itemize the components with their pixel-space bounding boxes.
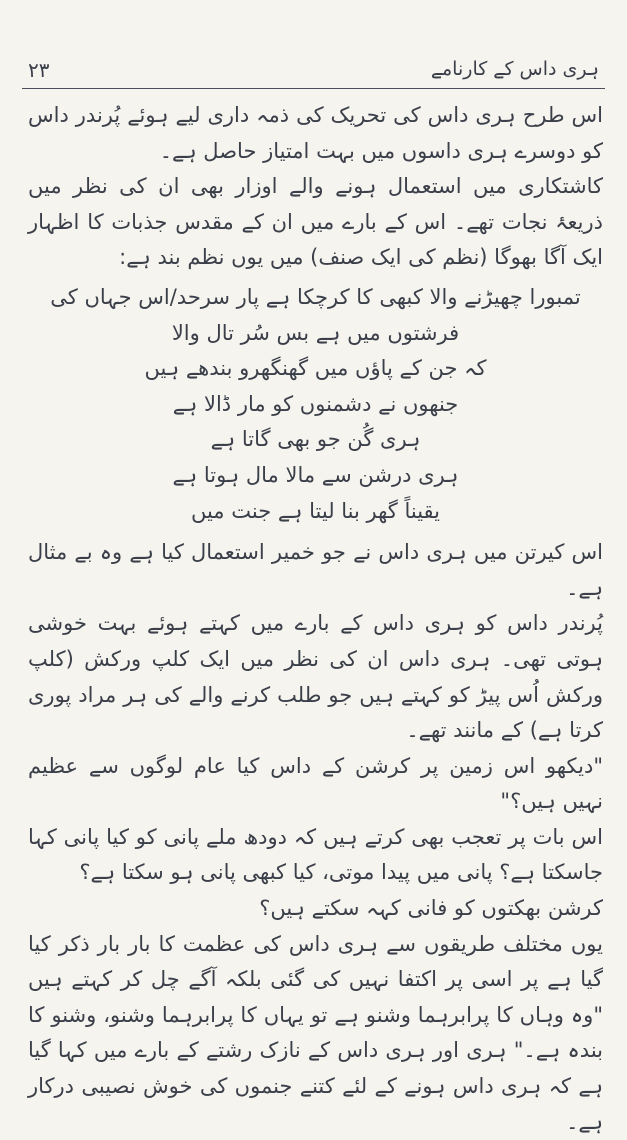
paragraph: کاشتکاری میں استعمال ہونے والے اوزار بھی ان کی نظر میں ذریعۂ نجات تھے۔ اس کے بارے میں ان کے مقدس جذبات کا اظہار ایک آگا بھوگا (نظم کی ایک صنف) میں یوں نظم بند ہے: — [28, 174, 603, 270]
paragraph: اس کیرتن میں ہری داس نے جو خمیر استعمال کیا ہے وہ بے مثال ہے۔ — [28, 540, 603, 600]
verse-line: جنھوں نے دشمنوں کو مار ڈالا ہے — [172, 391, 459, 416]
verse-line: فرشتوں میں ہے بس سُر تال والا — [171, 320, 460, 345]
header-rule — [22, 88, 605, 89]
running-title: ہری داس کے کارنامے — [430, 58, 599, 80]
paragraph: اس بات پر تعجب بھی کرتے ہیں کہ دودھ ملے پانی کو کیا پانی کہا جاسکتا ہے؟ پانی میں پیدا موتی، کیا کبھی پانی ہو سکتا ہے؟ — [28, 824, 603, 885]
page-body — [28, 98, 603, 1140]
verse-line: تمبورا چھیڑنے والا کبھی کا کرچکا ہے پار سرحد/اس جہاں کی — [50, 284, 581, 309]
quote-paragraph: "دیکھو اس زمین پر کرشن کے داس کیا عام لوگوں سے عظیم نہیں ہیں؟" — [28, 753, 603, 814]
verse-line: یقیناً گھر بنا لیتا ہے جنت میں — [190, 498, 441, 523]
verse-line: کہ جن کے پاؤں میں گھنگھرو بندھے ہیں — [144, 356, 487, 381]
paragraph: پُرندر داس کو ہری داس کے بارے میں کہتے ہوئے بہت خوشی ہوتی تھی۔ ہری داس ان کی نظر میں ایک کلپ ورکش (کلپ ورکش اُس پیڑ کو کہتے ہیں جو طلب کرنے والے کی ہر مراد پوری کرتا ہے) کے مانند تھے۔ — [28, 611, 603, 743]
verse-block — [28, 280, 603, 529]
paragraph: کرشن بھکتوں کو فانی کہہ سکتے ہیں؟ — [259, 896, 603, 921]
paragraph: یوں مختلف طریقوں سے ہری داس کی عظمت کا بار بار ذکر کیا گیا ہے پر اسی پر اکتفا نہیں کی گئی بلکہ آگے چل کر کہتے ہیں "وہ وہاں کا پرابرہما وشنو ہے تو یہاں کا پرابرہما وشنو، وشنو کا بندہ ہے۔" ہری اور ہری داس کے نازک رشتے کے بارے میں کہا گیا ہے کہ ہری داس ہونے کے لئے کتنے جنموں کی خوش نصیبی درکار ہے۔ — [28, 931, 603, 1134]
page-header — [28, 58, 599, 88]
verse-line: ہری گُن جو بھی گاتا ہے — [210, 427, 421, 452]
paragraph: اس طرح ہری داس کی تحریک کی ذمہ داری لیے ہوئے پُرندر داس کو دوسرے ہری داسوں میں بہت امتیاز حاصل ہے۔ — [28, 103, 603, 163]
verse-line: ہری درشن سے مالا مال ہوتا ہے — [172, 462, 459, 487]
page-number: ۲۳ — [28, 58, 50, 82]
